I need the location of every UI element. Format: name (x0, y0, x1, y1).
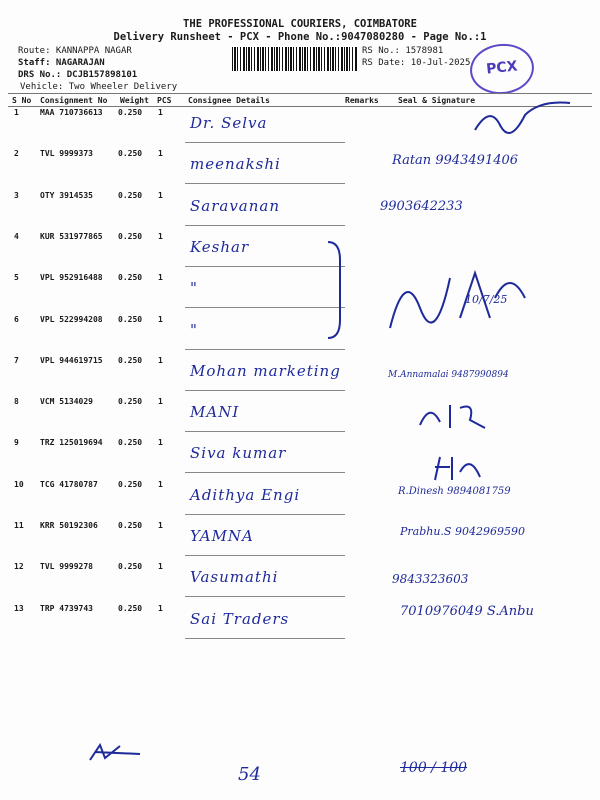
vehicle-label: Vehicle: Two Wheeler Delivery (20, 82, 178, 92)
row-consignee: Sai Traders (190, 609, 290, 628)
row-signature: R.Dinesh 9894081759 (398, 485, 511, 497)
row-consignee: " (190, 279, 198, 298)
row-weight: 0.250 (118, 562, 143, 572)
pcx-stamp: PCX (468, 41, 537, 97)
row-pcs: 1 (158, 149, 163, 159)
table-row (0, 438, 600, 479)
row-weight: 0.250 (118, 603, 143, 613)
row-weight: 0.250 (118, 149, 143, 159)
row-consignee: YAMNA (190, 527, 254, 545)
company-title: THE PROFESSIONAL COURIERS, COIMBATORE (183, 18, 417, 30)
consignee-underline (185, 349, 345, 350)
consignee-underline (185, 266, 345, 267)
row-pcs: 1 (158, 231, 163, 241)
row-pcs: 1 (158, 190, 163, 200)
consignee-underline (185, 431, 345, 432)
drs-label: DRS No.: DCJB157898101 (18, 70, 138, 80)
bottom-note: 100 / 100 (400, 760, 468, 776)
consignee-underline (185, 514, 345, 515)
consignee-underline (185, 307, 345, 308)
table-row (0, 521, 600, 562)
row-consignee: " (190, 320, 198, 339)
row-signature: Ratan 9943491406 (392, 153, 519, 169)
row-sno: 13 (14, 603, 24, 613)
row-weight: 0.250 (118, 438, 143, 448)
consignee-underline (185, 638, 345, 639)
row-weight: 0.250 (118, 108, 143, 117)
row-sno: 12 (14, 562, 24, 572)
row-pcs: 1 (158, 562, 163, 572)
col-remarks: Remarks (345, 96, 379, 105)
consignee-underline (185, 390, 345, 391)
row-consignment: VPL 952916488 (40, 273, 103, 283)
row-sno: 11 (14, 521, 24, 530)
row-pcs: 1 (158, 603, 163, 613)
row-sno: 6 (14, 314, 19, 324)
row-signature: 10/7/25 (465, 293, 508, 307)
row-sno: 9 (14, 438, 19, 448)
row-weight: 0.250 (118, 479, 143, 489)
row-weight: 0.250 (118, 314, 143, 324)
row-weight: 0.250 (118, 521, 143, 530)
row-signature: 7010976049 S.Anbu (400, 603, 534, 619)
row-sno: 3 (14, 190, 19, 200)
rs-no-label: RS No.: 1578981 (362, 46, 444, 56)
row-consignment: VPL 944619715 (40, 355, 103, 365)
row-weight: 0.250 (118, 273, 143, 283)
row-pcs: 1 (158, 438, 163, 448)
row-consignment: KUR 531977865 (40, 231, 103, 241)
row-consignment: TVL 9999278 (40, 562, 93, 572)
row-consignee: MANI (190, 403, 240, 422)
row-consignment: MAA 710736613 (40, 108, 103, 117)
row-consignee: Adithya Engi (190, 485, 301, 504)
row-weight: 0.250 (118, 190, 143, 200)
row-consignee: Saravanan (190, 196, 281, 215)
signature-mark-bottom-left (85, 740, 145, 765)
consignee-underline (185, 596, 345, 597)
row-consignment: TRZ 125019694 (40, 438, 103, 448)
row-pcs: 1 (158, 273, 163, 283)
consignee-underline (185, 555, 345, 556)
row-signature: 9843323603 (392, 572, 469, 587)
row-sno: 4 (14, 231, 19, 241)
consignee-underline (185, 472, 345, 473)
row-signature: 9903642233 (380, 198, 463, 214)
table-row (0, 149, 600, 190)
consignee-underline (185, 225, 345, 226)
row-consignee: Dr. Selva (190, 114, 268, 132)
signature-mark-row8 (415, 400, 495, 430)
row-sno: 2 (14, 149, 19, 159)
row-pcs: 1 (158, 108, 163, 117)
page-number: 54 (238, 764, 261, 785)
col-consignee: Consignee Details (188, 96, 270, 105)
row-signature: M.Annamalai 9487990894 (388, 369, 509, 380)
row-pcs: 1 (158, 521, 163, 530)
row-pcs: 1 (158, 397, 163, 407)
row-pcs: 1 (158, 314, 163, 324)
row-consignment: OTY 3914535 (40, 190, 93, 200)
header-line (8, 93, 592, 94)
row-sno: 8 (14, 397, 19, 407)
row-sno: 5 (14, 273, 19, 283)
route-label: Route: KANNAPPA NAGAR (18, 46, 132, 56)
row-consignment: TVL 9999373 (40, 149, 93, 159)
consignee-underline (185, 142, 345, 143)
barcode (232, 47, 358, 71)
table-row (0, 480, 600, 521)
signature-mark-top (470, 95, 580, 140)
row-pcs: 1 (158, 479, 163, 489)
table-row (0, 356, 600, 397)
row-sno: 1 (14, 108, 19, 117)
table-row (0, 562, 600, 603)
row-consignee: Mohan marketing (190, 361, 341, 380)
row-consignment: TCG 41780787 (40, 479, 98, 489)
signature-bracket (326, 240, 346, 340)
row-pcs: 1 (158, 355, 163, 365)
row-signature: Prabhu.S 9042969590 (400, 525, 525, 538)
row-consignment: TRP 4739743 (40, 603, 93, 613)
row-consignment: VPL 522994208 (40, 314, 103, 324)
col-pcs: PCS (157, 96, 172, 105)
row-consignment: VCM 5134029 (40, 397, 93, 407)
table-row (0, 397, 600, 438)
row-consignee: Siva kumar (190, 444, 287, 463)
col-seal: Seal & Signature (398, 96, 476, 105)
staff-label: Staff: NAGARAJAN (18, 58, 105, 68)
col-consignment: Consignment No (40, 96, 108, 105)
table-row (0, 604, 600, 645)
runsheet-title: Delivery Runsheet - PCX - Phone No.:9047080280 - Page No.:1 (113, 31, 487, 43)
signature-mark-rows5-6 (380, 258, 540, 338)
table-row (0, 191, 600, 232)
row-weight: 0.250 (118, 231, 143, 241)
consignee-underline (185, 183, 345, 184)
row-consignee: Vasumathi (190, 568, 279, 587)
row-sno: 7 (14, 355, 19, 365)
signature-mark-row9 (430, 452, 490, 482)
row-weight: 0.250 (118, 397, 143, 407)
rs-date-label: RS Date: 10-Jul-2025 (362, 58, 471, 68)
col-weight: Weight (120, 96, 149, 105)
row-sno: 10 (14, 479, 24, 489)
row-weight: 0.250 (118, 355, 143, 365)
row-consignee: meenakshi (190, 155, 281, 174)
row-consignment: KRR 50192306 (40, 521, 98, 530)
col-sno: S No (12, 96, 32, 105)
row-consignee: Keshar (190, 237, 250, 256)
